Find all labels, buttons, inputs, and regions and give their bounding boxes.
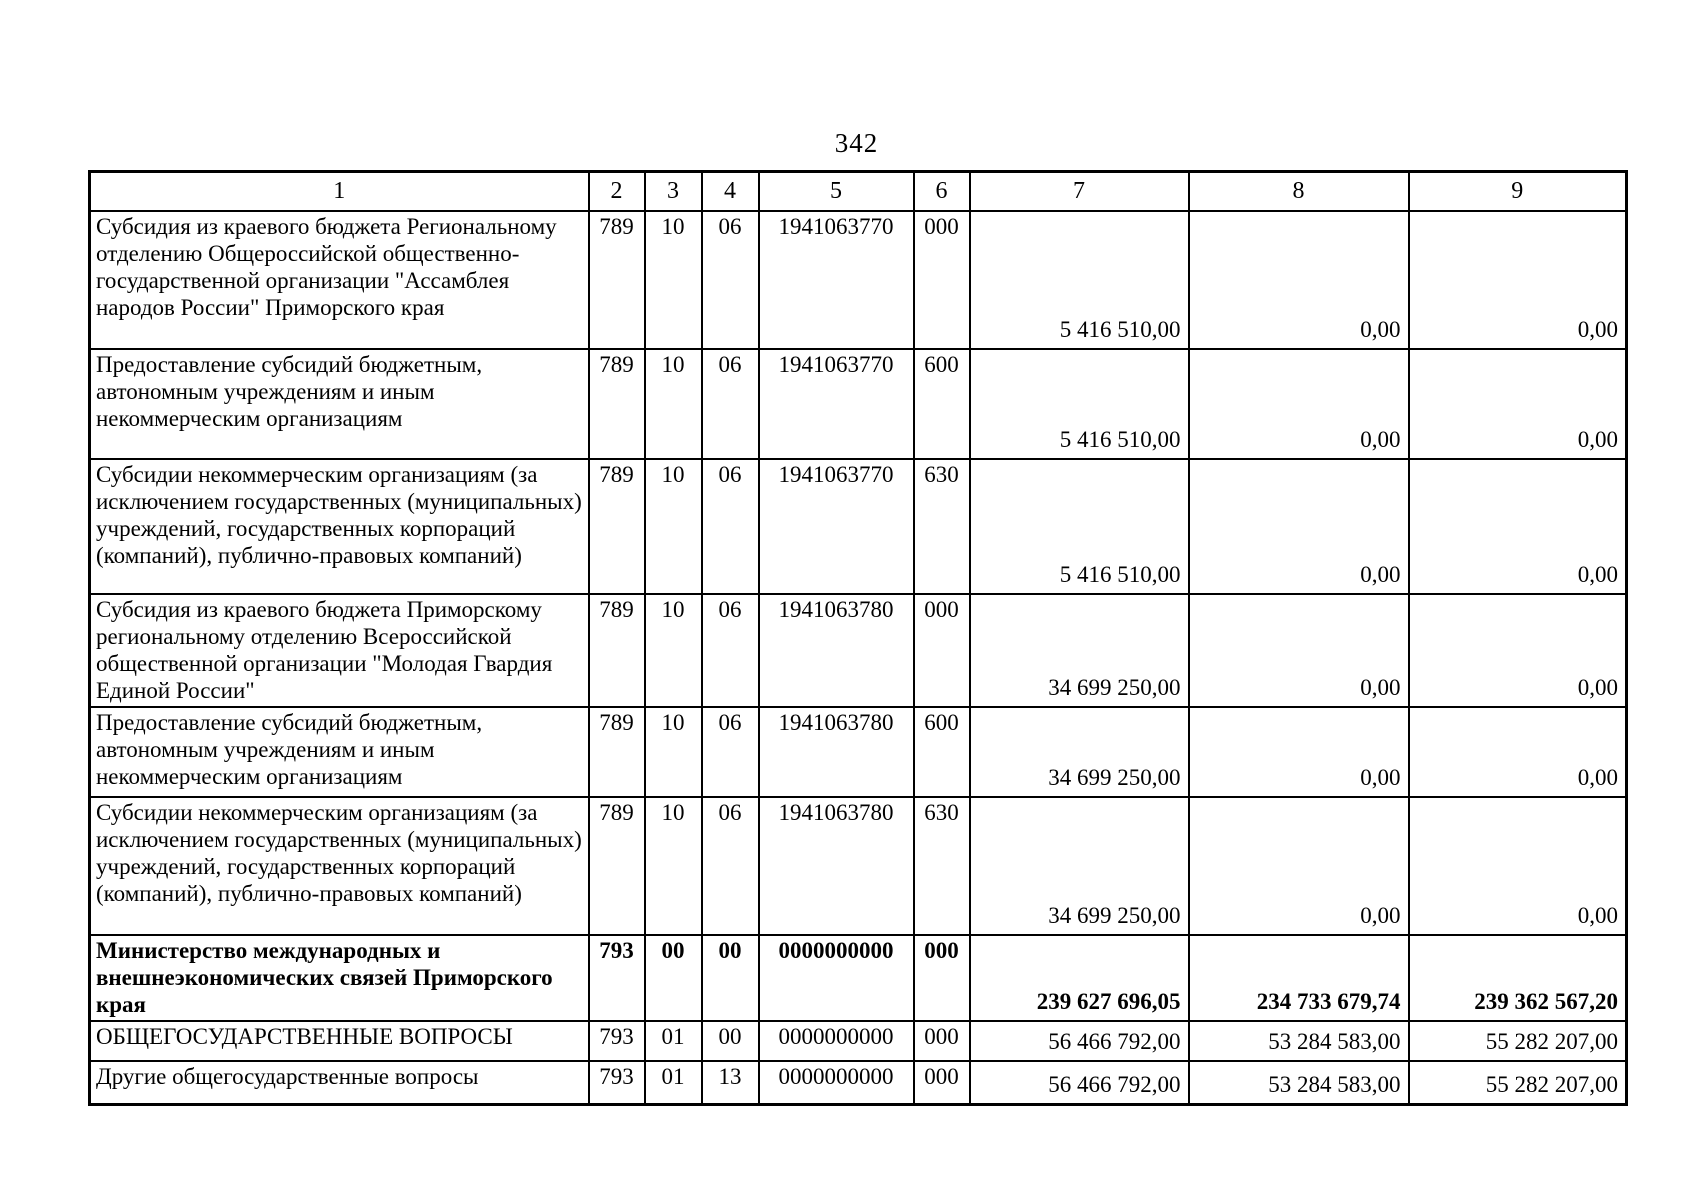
target-article-code-cell: 1941063780 <box>759 594 914 707</box>
table-header-row <box>90 172 1627 212</box>
subsection-code-cell: 06 <box>702 349 759 459</box>
grbs-code-cell: 789 <box>589 594 645 707</box>
table-row <box>90 707 1627 797</box>
amount-cell-9: 55 282 207,00 <box>1409 1021 1627 1061</box>
amount-cell-8: 0,00 <box>1189 211 1409 349</box>
expense-name-cell: Предоставление субсидий бюджетным, автономным учреждениям и иным некоммерческим организациям <box>90 707 589 797</box>
page-number: 342 <box>834 128 879 158</box>
target-article-code-cell: 1941063780 <box>759 797 914 935</box>
budget-table <box>88 170 1628 1106</box>
amount-cell-9: 239 362 567,20 <box>1409 935 1627 1021</box>
amount-cell-7: 34 699 250,00 <box>970 707 1189 797</box>
target-article-code-cell: 1941063770 <box>759 459 914 594</box>
amount-cell-9: 0,00 <box>1409 797 1627 935</box>
amount-cell-9: 55 282 207,00 <box>1409 1061 1627 1104</box>
expense-name-cell: Субсидия из краевого бюджета Региональному отделению Общероссийской общественно-государственной организации "Ассамблея народов России" Приморского края <box>90 211 589 349</box>
expense-name-cell: Субсидия из краевого бюджета Приморскому региональному отделению Всероссийской общественной организации "Молодая Гвардия Единой России" <box>90 594 589 707</box>
amount-cell-7: 56 466 792,00 <box>970 1061 1189 1104</box>
expense-type-code-cell: 630 <box>914 797 970 935</box>
amount-cell-7: 5 416 510,00 <box>970 459 1189 594</box>
section-code-cell: 10 <box>645 594 702 707</box>
amount-cell-8: 0,00 <box>1189 349 1409 459</box>
expense-type-code-cell: 600 <box>914 349 970 459</box>
expense-name-cell: Субсидии некоммерческим организациям (за исключением государственных (муниципальных) учреждений, государственных корпораций (компаний), публично-правовых компаний) <box>90 797 589 935</box>
amount-cell-8: 234 733 679,74 <box>1189 935 1409 1021</box>
amount-cell-8: 0,00 <box>1189 594 1409 707</box>
table-row <box>90 211 1627 349</box>
subsection-code-cell: 06 <box>702 797 759 935</box>
expense-type-code-cell: 000 <box>914 211 970 349</box>
grbs-code-cell: 789 <box>589 707 645 797</box>
header-cell-1: 1 <box>90 172 589 212</box>
table-row <box>90 1021 1627 1061</box>
amount-cell-7: 34 699 250,00 <box>970 797 1189 935</box>
target-article-code-cell: 1941063770 <box>759 211 914 349</box>
subsection-code-cell: 06 <box>702 594 759 707</box>
header-cell-2: 2 <box>589 172 645 212</box>
expense-name-cell: ОБЩЕГОСУДАРСТВЕННЫЕ ВОПРОСЫ <box>90 1021 589 1061</box>
table-row <box>90 797 1627 935</box>
header-cell-5: 5 <box>759 172 914 212</box>
amount-cell-9: 0,00 <box>1409 459 1627 594</box>
amount-cell-8: 0,00 <box>1189 797 1409 935</box>
expense-name-cell: Предоставление субсидий бюджетным, автономным учреждениям и иным некоммерческим организациям <box>90 349 589 459</box>
expense-type-code-cell: 600 <box>914 707 970 797</box>
section-code-cell: 10 <box>645 349 702 459</box>
table-row <box>90 459 1627 594</box>
subsection-code-cell: 06 <box>702 211 759 349</box>
header-cell-6: 6 <box>914 172 970 212</box>
amount-cell-9: 0,00 <box>1409 707 1627 797</box>
amount-cell-7: 34 699 250,00 <box>970 594 1189 707</box>
expense-type-code-cell: 000 <box>914 594 970 707</box>
subsection-code-cell: 13 <box>702 1061 759 1104</box>
amount-cell-8: 0,00 <box>1189 707 1409 797</box>
table-row <box>90 594 1627 707</box>
grbs-code-cell: 793 <box>589 1021 645 1061</box>
expense-type-code-cell: 630 <box>914 459 970 594</box>
amount-cell-9: 0,00 <box>1409 594 1627 707</box>
target-article-code-cell: 0000000000 <box>759 1021 914 1061</box>
target-article-code-cell: 1941063770 <box>759 349 914 459</box>
header-cell-4: 4 <box>702 172 759 212</box>
target-article-code-cell: 0000000000 <box>759 935 914 1021</box>
subsection-code-cell: 00 <box>702 1021 759 1061</box>
section-code-cell: 10 <box>645 211 702 349</box>
amount-cell-7: 56 466 792,00 <box>970 1021 1189 1061</box>
subsection-code-cell: 00 <box>702 935 759 1021</box>
amount-cell-8: 53 284 583,00 <box>1189 1061 1409 1104</box>
section-code-cell: 10 <box>645 459 702 594</box>
target-article-code-cell: 1941063780 <box>759 707 914 797</box>
table-row <box>90 1061 1627 1104</box>
target-article-code-cell: 0000000000 <box>759 1061 914 1104</box>
section-code-cell: 10 <box>645 707 702 797</box>
grbs-code-cell: 793 <box>589 935 645 1021</box>
expense-type-code-cell: 000 <box>914 1021 970 1061</box>
table-row-ministry-total <box>90 935 1627 1021</box>
section-code-cell: 01 <box>645 1061 702 1104</box>
grbs-code-cell: 789 <box>589 459 645 594</box>
grbs-code-cell: 793 <box>589 1061 645 1104</box>
section-code-cell: 10 <box>645 797 702 935</box>
grbs-code-cell: 789 <box>589 797 645 935</box>
amount-cell-9: 0,00 <box>1409 349 1627 459</box>
table-row <box>90 349 1627 459</box>
amount-cell-7: 5 416 510,00 <box>970 349 1189 459</box>
subsection-code-cell: 06 <box>702 707 759 797</box>
header-cell-8: 8 <box>1189 172 1409 212</box>
section-code-cell: 01 <box>645 1021 702 1061</box>
amount-cell-7: 5 416 510,00 <box>970 211 1189 349</box>
expense-type-code-cell: 000 <box>914 1061 970 1104</box>
expense-name-cell: Субсидии некоммерческим организациям (за исключением государственных (муниципальных) учреждений, государственных корпораций (компаний), публично-правовых компаний) <box>90 459 589 594</box>
amount-cell-9: 0,00 <box>1409 211 1627 349</box>
amount-cell-7: 239 627 696,05 <box>970 935 1189 1021</box>
grbs-code-cell: 789 <box>589 349 645 459</box>
subsection-code-cell: 06 <box>702 459 759 594</box>
header-cell-9: 9 <box>1409 172 1627 212</box>
header-cell-7: 7 <box>970 172 1189 212</box>
expense-type-code-cell: 000 <box>914 935 970 1021</box>
section-code-cell: 00 <box>645 935 702 1021</box>
amount-cell-8: 0,00 <box>1189 459 1409 594</box>
grbs-code-cell: 789 <box>589 211 645 349</box>
expense-name-cell: Другие общегосударственные вопросы <box>90 1061 589 1104</box>
amount-cell-8: 53 284 583,00 <box>1189 1021 1409 1061</box>
expense-name-cell: Министерство международных и внешнеэкономических связей Приморского края <box>90 935 589 1021</box>
header-cell-3: 3 <box>645 172 702 212</box>
